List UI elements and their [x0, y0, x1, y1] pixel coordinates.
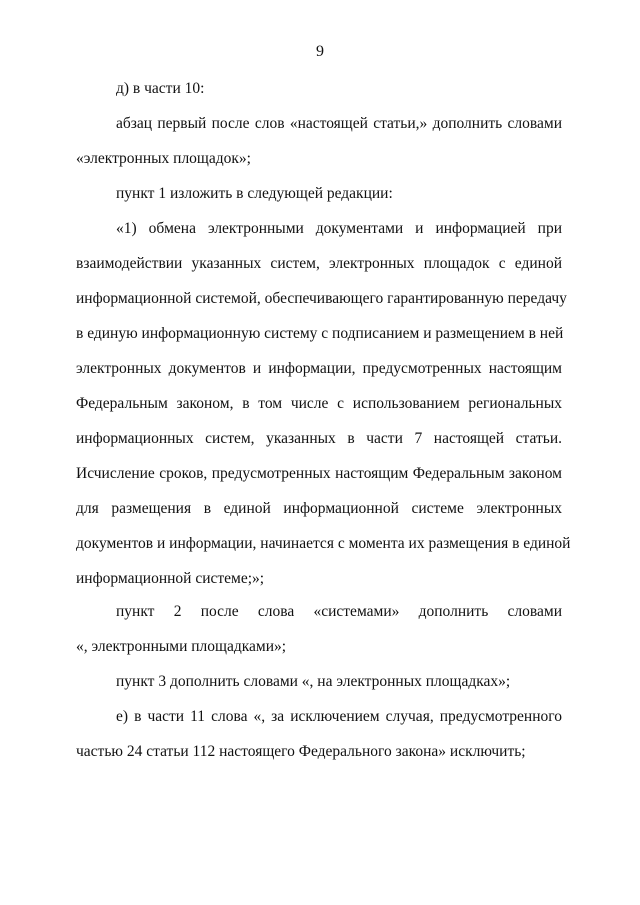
text-line: электронных документов и информации, предусмотренных настоящим: [76, 360, 562, 377]
text-line: «, электронными площадками»;: [76, 638, 287, 655]
text-line: документов и информации, начинается с момента их размещения в единой: [76, 535, 571, 552]
text-line: пункт 1 изложить в следующей редакции:: [116, 185, 393, 202]
text-line: «1) обмена электронными документами и информацией при: [116, 220, 562, 237]
text-line: абзац первый после слов «настоящей статьи,» дополнить словами: [116, 115, 562, 132]
text-line: д) в части 10:: [116, 80, 205, 97]
text-line: Федеральным законом, в том числе с использованием региональных: [76, 395, 562, 412]
text-line: информационных систем, указанных в части 7 настоящей статьи.: [76, 430, 562, 447]
text-line: информационной системой, обеспечивающего гарантированную передачу: [76, 290, 567, 307]
text-line: информационной системе;»;: [76, 570, 265, 587]
text-line: Исчисление сроков, предусмотренных настоящим Федеральным законом: [76, 465, 562, 482]
text-line: е) в части 11 слова «, за исключением случая, предусмотренного: [116, 708, 562, 725]
text-line: пункт 3 дополнить словами «, на электронных площадках»;: [116, 673, 511, 690]
text-line: частью 24 статьи 112 настоящего Федерального закона» исключить;: [76, 743, 526, 760]
page-number: 9: [316, 43, 324, 60]
text-line: взаимодействии указанных систем, электронных площадок с единой: [76, 255, 562, 272]
text-line: для размещения в единой информационной системе электронных: [76, 500, 562, 517]
text-line: в единую информационную систему с подписанием и размещением в ней: [76, 325, 564, 342]
text-line: «электронных площадок»;: [76, 150, 251, 167]
text-line: пункт 2 после слова «системами» дополнить словами: [116, 603, 562, 620]
